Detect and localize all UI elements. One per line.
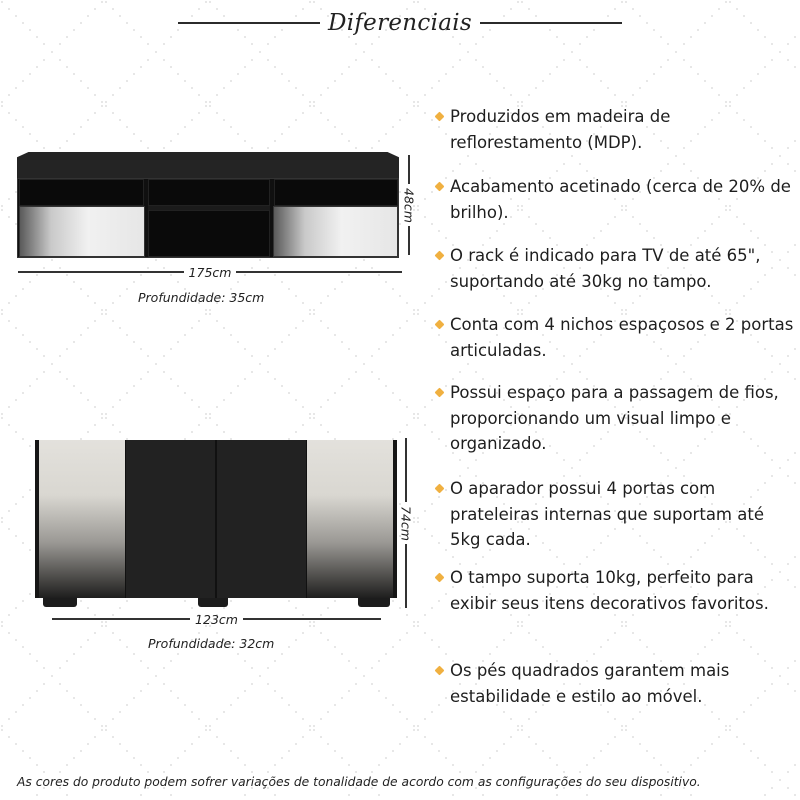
aparador-foot-center [198,598,228,607]
rack-width-dimension [18,263,402,281]
color-disclaimer: As cores do produto podem sofrer variações de tonalidade de acordo com as configurações do seu dispositivo. [17,775,701,789]
feature-item: Conta com 4 nichos espaçosos e 2 portas articuladas. [436,312,795,363]
aparador-door-center-right [216,440,307,598]
aparador-illustration [35,440,397,602]
aparador-door-left [39,440,125,598]
feature-item: O rack é indicado para TV de até 65", suportando até 30kg no tampo. [436,243,795,294]
rack-width-label: 175cm [188,264,232,280]
feature-item: Possui espaço para a passagem de fios, proporcionando um visual limpo e organizado. [436,380,795,457]
diamond-bullet-icon [435,666,445,676]
rack-top-panel [17,152,399,178]
aparador-depth-label: Profundidade: 32cm [148,636,275,651]
diamond-bullet-icon [435,573,445,583]
diamond-bullet-icon [435,251,445,261]
aparador-door-right [307,440,393,598]
rack-niche-right [274,179,398,206]
rack-door-right [273,206,398,257]
aparador-foot-right [358,598,390,607]
page-title: Diferenciais [327,10,473,36]
rack-height-dimension [402,155,416,255]
diamond-bullet-icon [435,182,445,192]
feature-item: O tampo suporta 10kg, perfeito para exibir seus itens decorativos favoritos. [436,565,795,616]
rack-niche-center-top [148,179,270,206]
title-divider-left [178,22,320,24]
rack-niche-left [19,179,144,206]
diamond-bullet-icon [435,112,445,122]
aparador-width-dimension [52,610,381,628]
aparador-foot-left [43,598,77,607]
aparador-height-dimension [399,438,413,608]
section-header [178,6,622,40]
rack-body [17,178,399,258]
aparador-width-label: 123cm [195,611,238,627]
diamond-bullet-icon [435,484,445,494]
feature-item: O aparador possui 4 portas com prateleiras internas que suportam até 5kg cada. [436,476,795,553]
rack-depth-label: Profundidade: 35cm [138,290,265,305]
feature-item: Produzidos em madeira de reflorestamento (MDP). [436,104,795,155]
aparador-height-label: 74cm [398,505,414,541]
rack-niche-center-bottom [148,210,270,257]
aparador-door-center-left [125,440,216,598]
rack-height-label: 48cm [401,187,417,223]
diamond-bullet-icon [435,388,445,398]
title-divider-right [480,22,622,24]
diamond-bullet-icon [435,320,445,330]
rack-door-left [19,206,145,257]
feature-item: Os pés quadrados garantem mais estabilidade e estilo ao móvel. [436,658,795,709]
feature-item: Acabamento acetinado (cerca de 20% de brilho). [436,174,795,225]
rack-illustration [17,152,399,258]
